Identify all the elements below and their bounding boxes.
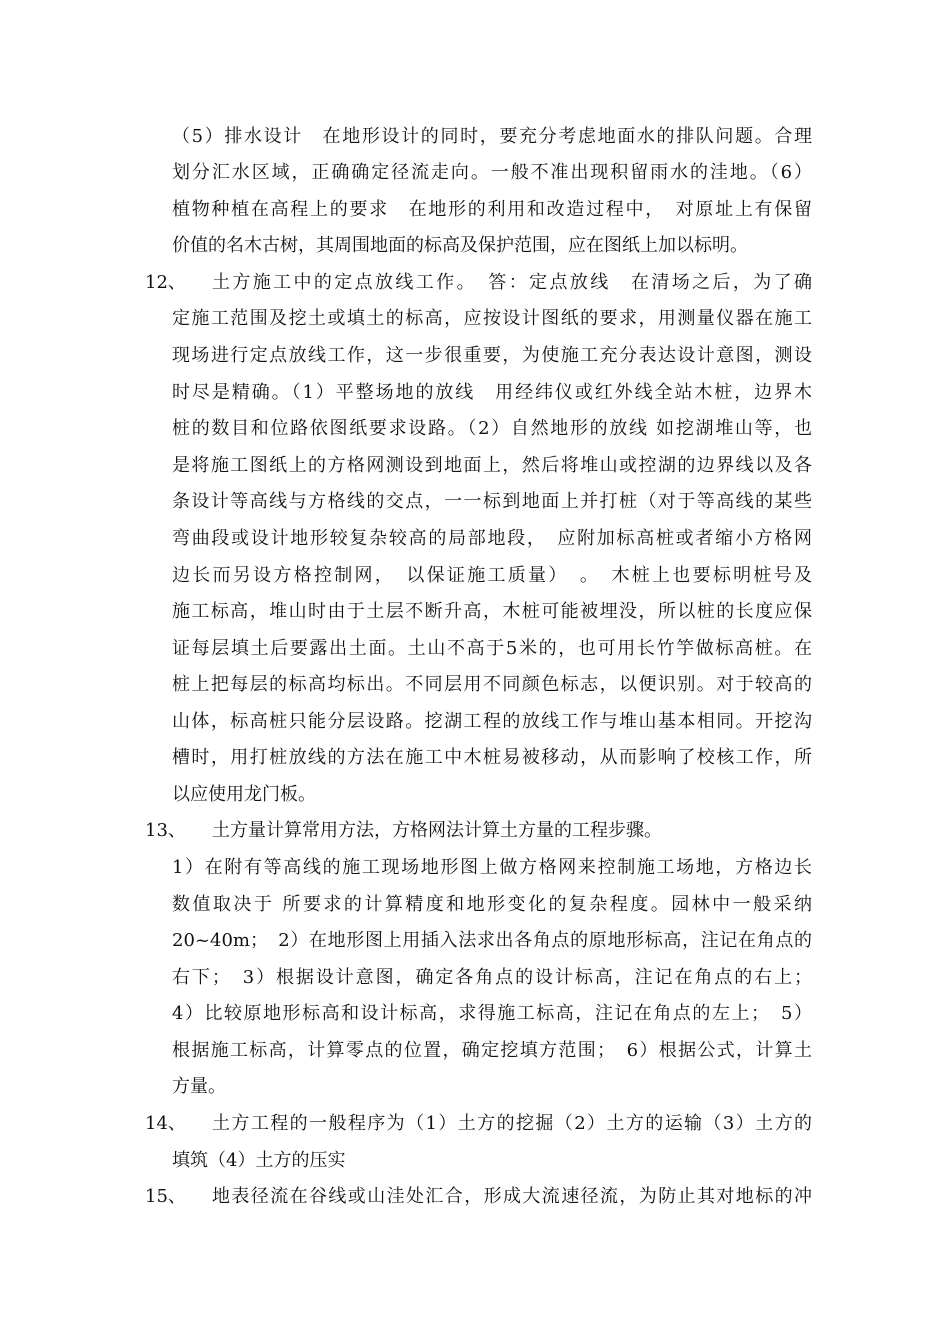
paragraph-line: 时尽是精确。（1）平整场地的放线 用经纬仪或红外线全站木桩，边界木 [172,382,812,403]
paragraph-line: 根据施工标高，计算零点的位置，确定挖填方范围； 6）根据公式，计算土 [172,1040,812,1061]
paragraph-line: 桩的数目和位路依图纸要求设路。（2）自然地形的放线 如挖湖堆山等，也 [172,418,812,439]
item-number: 12、 [145,272,186,293]
paragraph-line: 桩上把每层的标高均标出。不同层用不同颜色标志，以便识别。对于较高的 [172,674,812,695]
paragraph-line: 右下； 3）根据设计意图，确定各角点的设计标高，注记在角点的右上； [172,967,812,988]
paragraph-line: 槽时，用打桩放线的方法在施工中木桩易被移动，从而影响了校核工作，所 [172,747,812,768]
item-heading: 地表径流在谷线或山洼处汇合，形成大流速径流，为防止其对地标的冲 [212,1186,812,1207]
paragraph-line: 方量。 [172,1076,226,1097]
item-heading: 土方工程的一般程序为（1）土方的挖掘（2）土方的运输（3）土方的 [212,1113,812,1134]
paragraph-line: 数值取决于 所要求的计算精度和地形变化的复杂程度。园林中一般采纳 [172,894,812,915]
item-heading: 土方施工中的定点放线工作。 答：定点放线 在清场之后，为了确 [212,272,812,293]
paragraph-line: 现场进行定点放线工作，这一步很重要，为使施工充分表达设计意图，测设 [172,345,812,366]
item-heading: 土方量计算常用方法，方格网法计算土方量的工程步骤。 [212,820,662,841]
paragraph-line: 定施工范围及挖土或填土的标高，应按设计图纸的要求，用测量仪器在施工 [172,308,812,329]
paragraph-line: 植物种植在高程上的要求 在地形的利用和改造过程中， 对原址上有保留 [172,199,812,220]
paragraph-line: 填筑（4）土方的压实 [172,1150,346,1171]
paragraph-line: 20~40m； 2）在地形图上用插入法求出各角点的原地形标高，注记在角点的 [172,930,812,951]
paragraph-line: 施工标高，堆山时由于土层不断升高，木桩可能被埋没，所以桩的长度应保 [172,601,812,622]
paragraph-line: 以应使用龙门板。 [172,784,316,805]
paragraph-line: 证每层填土后要露出土面。土山不高于5米的，也可用长竹竽做标高桩。在 [172,638,812,659]
paragraph-line: 弯曲段或设计地形较复杂较高的局部地段， 应附加标高桩或者缩小方格网 [172,528,812,549]
paragraph-line: 边长而另设方格控制网， 以保证施工质量） 。 木桩上也要标明桩号及 [172,565,812,586]
item-number: 15、 [145,1186,186,1207]
paragraph-line: 是将施工图纸上的方格网测设到地面上，然后将堆山或控湖的边界线以及各 [172,455,812,476]
item-number: 13、 [145,820,186,841]
item-number: 14、 [145,1113,186,1134]
paragraph-line: 1）在附有等高线的施工现场地形图上做方格网来控制施工场地，方格边长 [172,857,812,878]
paragraph-line: 4）比较原地形标高和设计标高，求得施工标高，注记在角点的左上； 5） [172,1003,812,1024]
paragraph-line: （5）排水设计 在地形设计的同时，要充分考虑地面水的排队问题。合理 [172,126,812,147]
paragraph-line: 山体，标高桩只能分层设路。挖湖工程的放线工作与堆山基本相同。开挖沟 [172,711,812,732]
paragraph-line: 价值的名木古树，其周围地面的标高及保护范围，应在图纸上加以标明。 [172,235,748,256]
paragraph-line: 划分汇水区域，正确确定径流走向。一般不准出现积留雨水的洼地。（6） [172,162,812,183]
paragraph-line: 条设计等高线与方格线的交点，一一标到地面上并打桩（对于等高线的某些 [172,491,812,512]
